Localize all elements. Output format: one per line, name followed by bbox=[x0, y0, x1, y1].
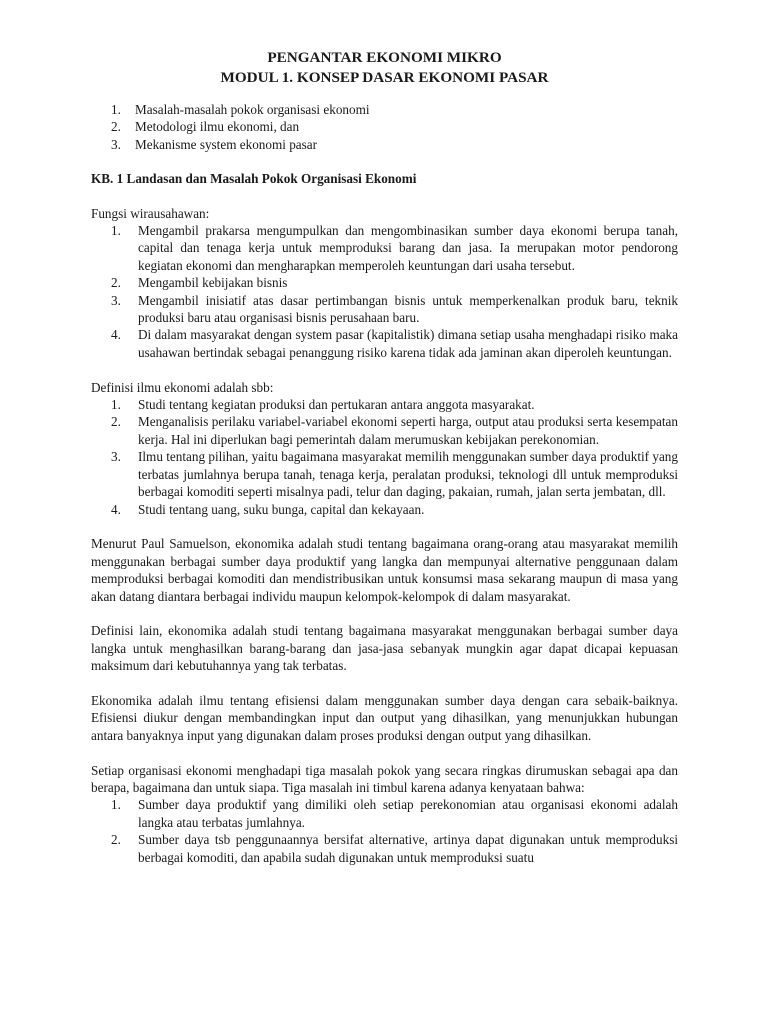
list-text: Studi tentang kegiatan produksi dan pertukaran antara anggota masyarakat. bbox=[138, 397, 535, 413]
list-item bbox=[111, 448, 678, 500]
list-text: Di dalam masyarakat dengan system pasar (kapitalistik) dimana setiap usaha menghadapi risiko maka usahawan bertindak sebagai penanggung risiko karena tidak ada jaminan akan diperoleh keuntungan. bbox=[138, 327, 678, 360]
list-number: 1. bbox=[111, 102, 121, 117]
list-number: 3. bbox=[111, 292, 121, 308]
spacer bbox=[91, 361, 678, 378]
spacer bbox=[91, 744, 678, 761]
list-text: Mengambil kebijakan bisnis bbox=[138, 275, 288, 291]
basic-problems-paragraph: Setiap organisasi ekonomi menghadapi tiga masalah pokok yang secara ringkas dirumuskan sebagai apa dan berapa, bagaimana dan untuk siapa. Tiga masalah ini timbul karena adanya kenyataan bahwa: bbox=[91, 762, 678, 795]
samuelson-paragraph: Menurut Paul Samuelson, ekonomika adalah studi tentang bagaimana orang-orang atau masyarakat memilih menggunakan berbagai sumber daya produktif yang langka dan mempunyai alternative penggunaan dalam memproduksi berbagai komoditi dan mendistribusikan untuk konsumsi masa sekarang maupun di masa yang akan datang diantara berbagai individu maupun kelompok-kelompok di dalam masyarakat. bbox=[91, 536, 678, 604]
list-item bbox=[111, 101, 678, 118]
list-item bbox=[111, 326, 678, 361]
list-number: 2. bbox=[111, 832, 121, 848]
list-text: Mekanisme system ekonomi pasar bbox=[135, 136, 318, 152]
list-item bbox=[111, 118, 678, 135]
list-text: Metodologi ilmu ekonomi, dan bbox=[135, 119, 300, 135]
list-text: Ilmu tentang pilihan, yaitu bagaimana masyarakat memilih menggunakan sumber daya produktif yang terbatas jumlahnya berupa tanah, tenaga kerja, peralatan produksi, teknologi dll untuk memproduksi berbagai komoditi seperti misalnya padi, telur dan daging, pakaian, rumah, jalan serta jembatan, dll. bbox=[138, 449, 678, 500]
spacer bbox=[91, 675, 678, 692]
fungsi-list bbox=[91, 222, 678, 361]
facts-list bbox=[91, 796, 678, 866]
list-text: Menganalisis perilaku variabel-variabel ekonomi seperti harga, output atau produksi serta kesempatan kerja. Hal ini diperlukan bagi pemerintah dalam merumuskan kebijakan perekonomian. bbox=[138, 414, 678, 447]
document-title: PENGANTAR EKONOMI MIKRO bbox=[267, 49, 502, 66]
list-item bbox=[111, 413, 678, 448]
list-number: 3. bbox=[111, 136, 121, 152]
list-item bbox=[111, 292, 678, 327]
section-heading: KB. 1 Landasan dan Masalah Pokok Organisasi Ekonomi bbox=[91, 171, 417, 187]
list-item bbox=[111, 501, 678, 518]
list-item bbox=[111, 136, 678, 153]
list-text: Masalah-masalah pokok organisasi ekonomi bbox=[135, 102, 370, 117]
list-text: Mengambil prakarsa mengumpulkan dan mengombinasikan sumber daya ekonomi berupa tanah, capital dan tenaga kerja untuk memproduksi barang dan jasa. Ia merupakan motor pendorong kegiatan ekonomi dan mengharapkan memperoleh keuntungan dari usaha tersebut. bbox=[138, 223, 678, 273]
list-number: 1. bbox=[111, 797, 121, 813]
list-item bbox=[111, 796, 678, 831]
definisi-list bbox=[91, 396, 678, 518]
fungsi-intro: Fungsi wirausahawan: bbox=[91, 205, 210, 221]
list-number: 3. bbox=[111, 449, 121, 465]
list-number: 2. bbox=[111, 414, 121, 430]
definisi-intro: Definisi ilmu ekonomi adalah sbb: bbox=[91, 379, 274, 395]
efficiency-paragraph: Ekonomika adalah ilmu tentang efisiensi dalam menggunakan sumber daya dengan cara sebaik-baiknya. Efisiensi diukur dengan membandingkan input dan output yang dihasilkan, yang menunjukkan hubungan antara banyaknya input yang digunakan dalam proses produksi dengan output yang dihasilkan. bbox=[91, 692, 678, 743]
list-text: Mengambil inisiatif atas dasar pertimbangan bisnis untuk memperkenalkan produk baru, teknik produksi baru atau organisasi bisnis perusahaan baru. bbox=[138, 292, 678, 326]
title-block bbox=[91, 48, 678, 88]
spacer bbox=[91, 518, 678, 535]
list-item bbox=[111, 222, 678, 274]
list-text: Sumber daya produktif yang dimiliki oleh setiap perekonomian atau organisasi ekonomi adalah langka atau terbatas jumlahnya. bbox=[138, 797, 678, 830]
module-title: MODUL 1. KONSEP DASAR EKONOMI PASAR bbox=[220, 69, 549, 86]
list-item bbox=[111, 831, 678, 866]
module-topics-list bbox=[91, 101, 678, 153]
list-number: 2. bbox=[111, 275, 121, 291]
alternate-definition-paragraph: Definisi lain, ekonomika adalah studi tentang bagaimana masyarakat menggunakan berbagai sumber daya langka untuk menghasilkan barang-barang dan jasa-jasa sebanyak mungkin agar dapat dicapai kepuasan maksimum dari kebutuhannya yang tak terbatas. bbox=[91, 623, 678, 674]
list-number: 1. bbox=[111, 223, 121, 239]
list-item bbox=[111, 396, 678, 413]
spacer bbox=[91, 605, 678, 622]
list-number: 4. bbox=[111, 327, 121, 343]
list-number: 2. bbox=[111, 119, 121, 135]
list-text: Sumber daya tsb penggunaannya bersifat alternative, artinya dapat digunakan untuk memproduksi berbagai komoditi, dan apabila sudah digunakan untuk memproduksi suatu bbox=[138, 832, 678, 865]
list-item bbox=[111, 274, 678, 291]
list-number: 4. bbox=[111, 501, 121, 517]
list-number: 1. bbox=[111, 397, 121, 413]
list-text: Studi tentang uang, suku bunga, capital dan kekayaan. bbox=[138, 501, 425, 517]
